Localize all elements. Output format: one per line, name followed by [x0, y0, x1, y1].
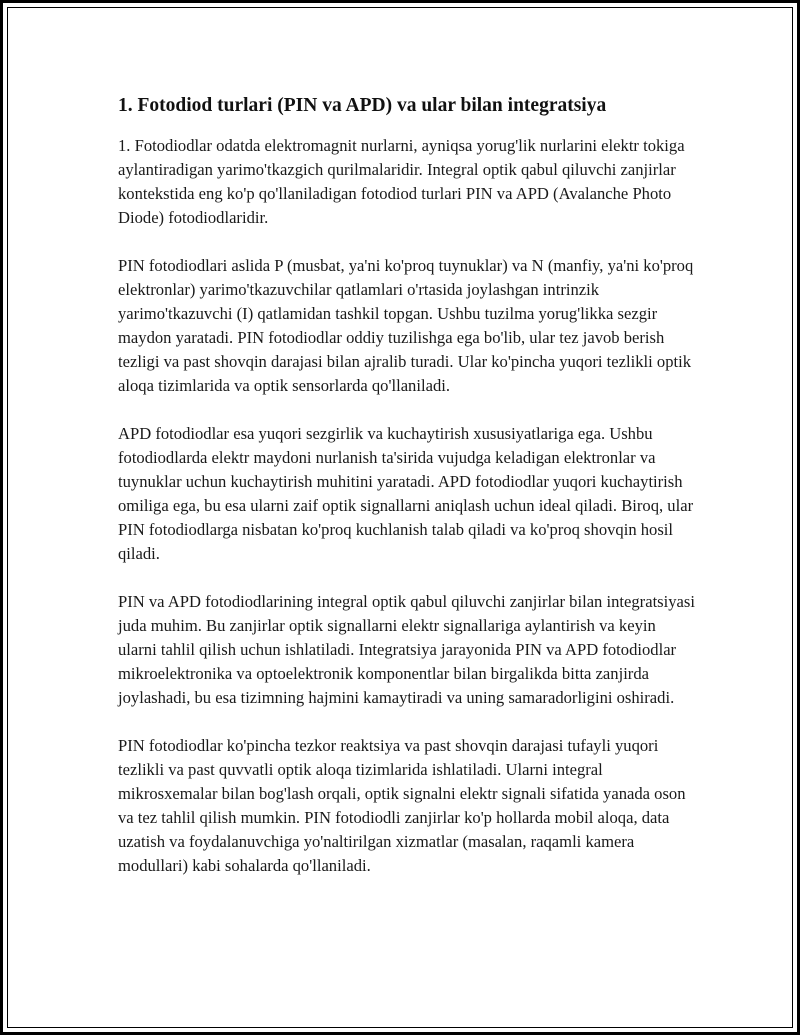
paragraph-applications: PIN fotodiodlar ko'pincha tezkor reaktsiya va past shovqin darajasi tufayli yuqori tezlikli va past quvvatli optik aloqa tizimlarida ishlatiladi. Ularni integral mikrosxemalar bilan bog'lash orqali, optik signalni elektr signali sifatida yanada oson va tez tahlil qilish mumkin. PIN fotodiodli zanjirlar ko'p hollarda mobil aloqa, data uzatish va foydalanuvchiga yo'naltirilgan xizmatlar (masalan, raqamli kamera modullari) kabi sohalarda qo'llaniladi. [118, 736, 686, 875]
paragraph-intro: 1. Fotodiodlar odatda elektromagnit nurlarni, ayniqsa yorug'lik nurlarini elektr tokiga aylantiradigan yarimo'tkazgich qurilmalaridir. Integral optik qabul qiluvchi zanjirlar kontekstida eng ko'p qo'llaniladigan fotodiod turlari PIN va APD (Avalanche Photo Diode) fotodiodlaridir. [118, 136, 685, 227]
paragraph-apd: APD fotodiodlar esa yuqori sezgirlik va kuchaytirish xususiyatlariga ega. Ushbu fotodiodlarda elektr maydoni nurlanish ta'sirida vujudga keladigan elektronlar va tuynuklar uchun kuchaytirish muhitini yaratadi. APD fotodiodlar yuqori kuchaytirish omiliga ega, bu esa ularni zaif optik signallarni aniqlash uchun ideal qiladi. Biroq, ular PIN fotodiodlarga nisbatan ko'proq kuchlanish talab qiladi va ko'proq shovqin hosil qiladi. [118, 424, 694, 563]
section-heading: 1. Fotodiod turlari (PIN va APD) va ular bilan integratsiya [118, 95, 607, 116]
paragraph-integration: PIN va APD fotodiodlarining integral optik qabul qiluvchi zanjirlar bilan integratsiyasi juda muhim. Bu zanjirlar optik signallarni elektr signallariga aylantirish va keyin ularni tahlil qilish uchun ishlatiladi. Integratsiya jarayonida PIN va APD fotodiodlar mikroelektronika va optoelektronik komponentlar bilan birgalikda bitta zanjirda joylashadi, bu esa tizimning hajmini kamaytiradi va uning samaradorligini oshiradi. [118, 592, 695, 707]
paragraph-pin: PIN fotodiodlari aslida P (musbat, ya'ni ko'proq tuynuklar) va N (manfiy, ya'ni ko'proq elektronlar) yarimo'tkazuvchilar qatlamlari o'rtasida joylashgan intrinzik yarimo'tkazuvchi (I) qatlamidan tashkil topgan. Ushbu tuzilma yorug'likka sezgir maydon yaratadi. PIN fotodiodlar oddiy tuzilishga ega bo'lib, ular tez javob berish tezligi va past shovqin darajasi bilan ajralib turadi. Ular ko'pincha yuqori tezlikli optik aloqa tizimlarida va optik sensorlarda qo'llaniladi. [118, 256, 694, 395]
document-body [118, 92, 698, 878]
